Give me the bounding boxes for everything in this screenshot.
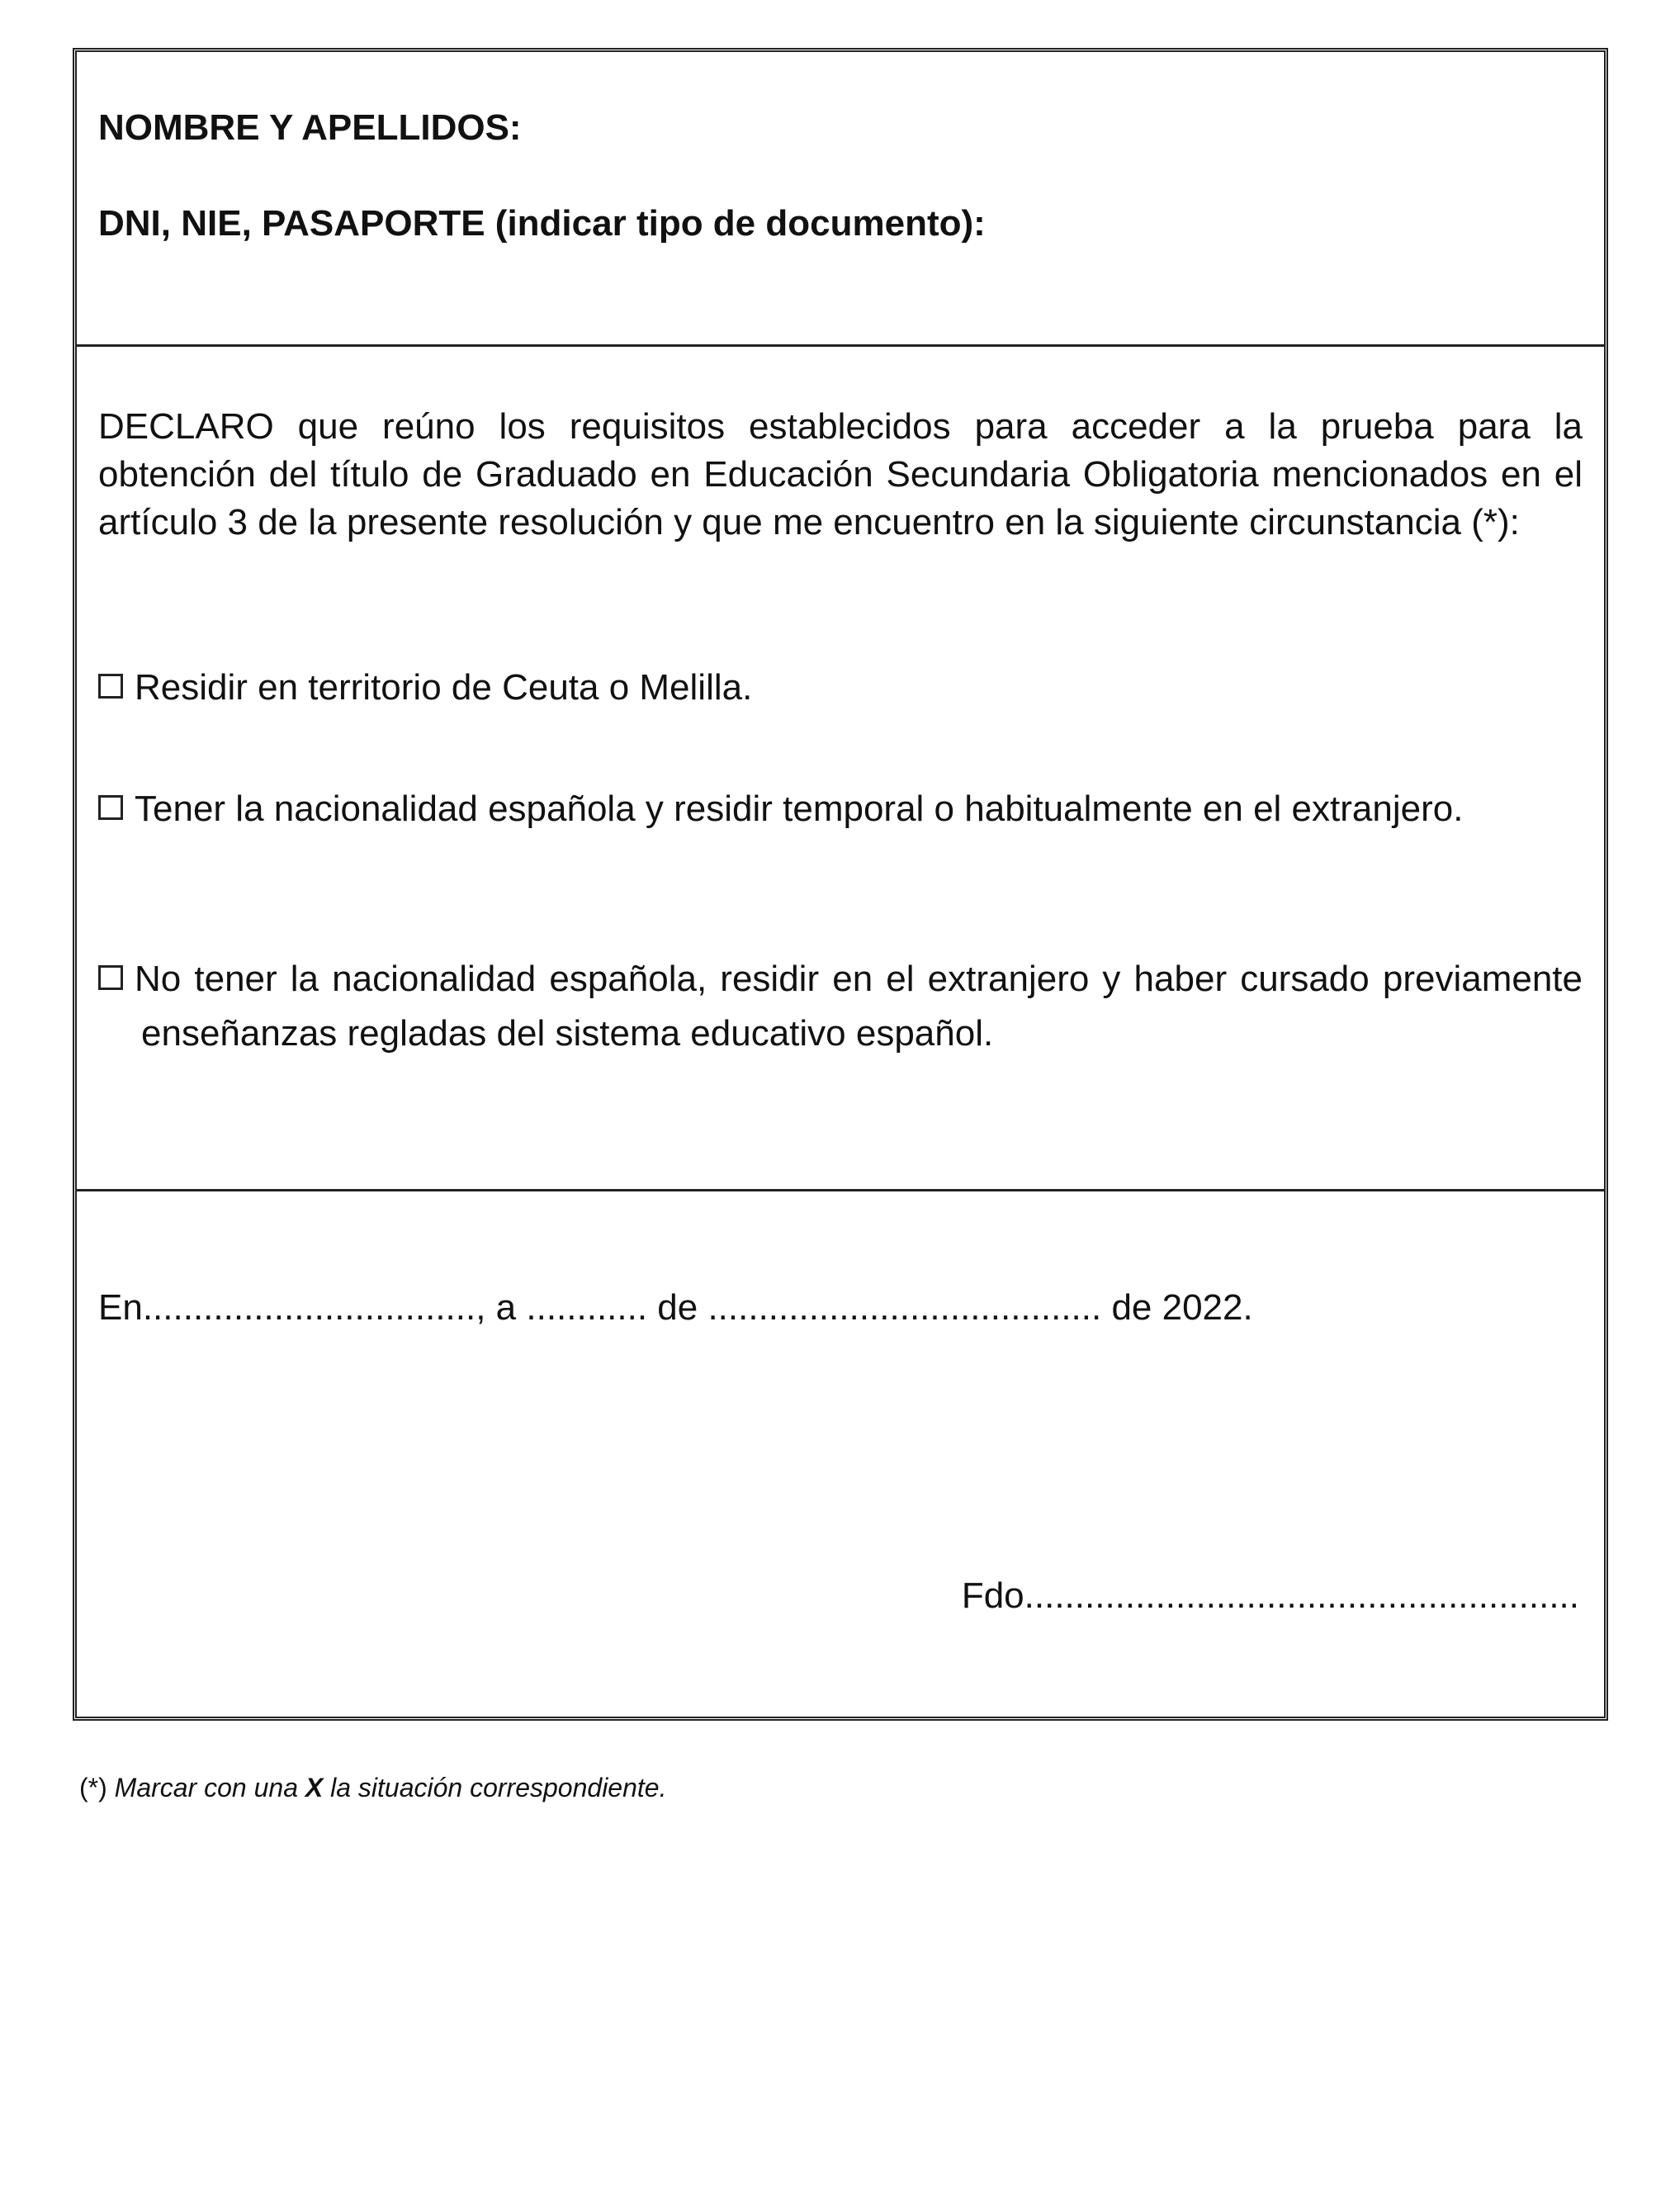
option-spanish-abroad bbox=[98, 782, 1583, 836]
declaration-form bbox=[73, 48, 1608, 1721]
footnote-text-after: la situación correspondiente. bbox=[330, 1773, 667, 1802]
name-label: NOMBRE Y APELLIDOS: bbox=[98, 107, 522, 148]
place-date-line: En................................., a ............ de ....................................... de 2022. bbox=[98, 1287, 1253, 1328]
document-label: DNI, NIE, PASAPORTE (indicar tipo de documento): bbox=[98, 203, 986, 244]
option-foreign-abroad-label: No tener la nacionalidad española, residir en el extranjero y haber cursado previamente enseñanzas regladas del sistema educativo español. bbox=[135, 959, 1583, 1054]
option-foreign-abroad bbox=[98, 952, 1583, 1061]
footnote-mark-letter: X bbox=[305, 1773, 324, 1802]
signature-line: Fdo....................................................... bbox=[961, 1575, 1579, 1616]
checkbox-foreign-abroad[interactable] bbox=[98, 965, 123, 990]
footnote bbox=[79, 1771, 666, 1804]
footnote-text-before: Marcar con una bbox=[114, 1773, 298, 1802]
checkbox-ceuta-melilla[interactable] bbox=[98, 674, 123, 699]
option-ceuta-melilla-label: Residir en territorio de Ceuta o Melilla. bbox=[135, 667, 753, 708]
identification-section bbox=[77, 52, 1604, 344]
footnote-marker: (*) bbox=[79, 1773, 107, 1802]
option-ceuta-melilla bbox=[98, 661, 1583, 715]
option-spanish-abroad-label: Tener la nacionalidad española y residir temporal o habitualmente en el extranjero. bbox=[135, 789, 1464, 829]
declaration-text: DECLARO que reúno los requisitos establecidos para acceder a la prueba para la obtención del título de Graduado en Educación Secundaria Obligatoria mencionados en el artículo 3 de la presente resolución y que me encuentro en la siguiente circunstancia (*): bbox=[98, 406, 1583, 542]
signature-section bbox=[77, 1189, 1604, 1717]
checkbox-spanish-abroad[interactable] bbox=[98, 795, 123, 820]
declaration-section bbox=[77, 344, 1604, 1189]
